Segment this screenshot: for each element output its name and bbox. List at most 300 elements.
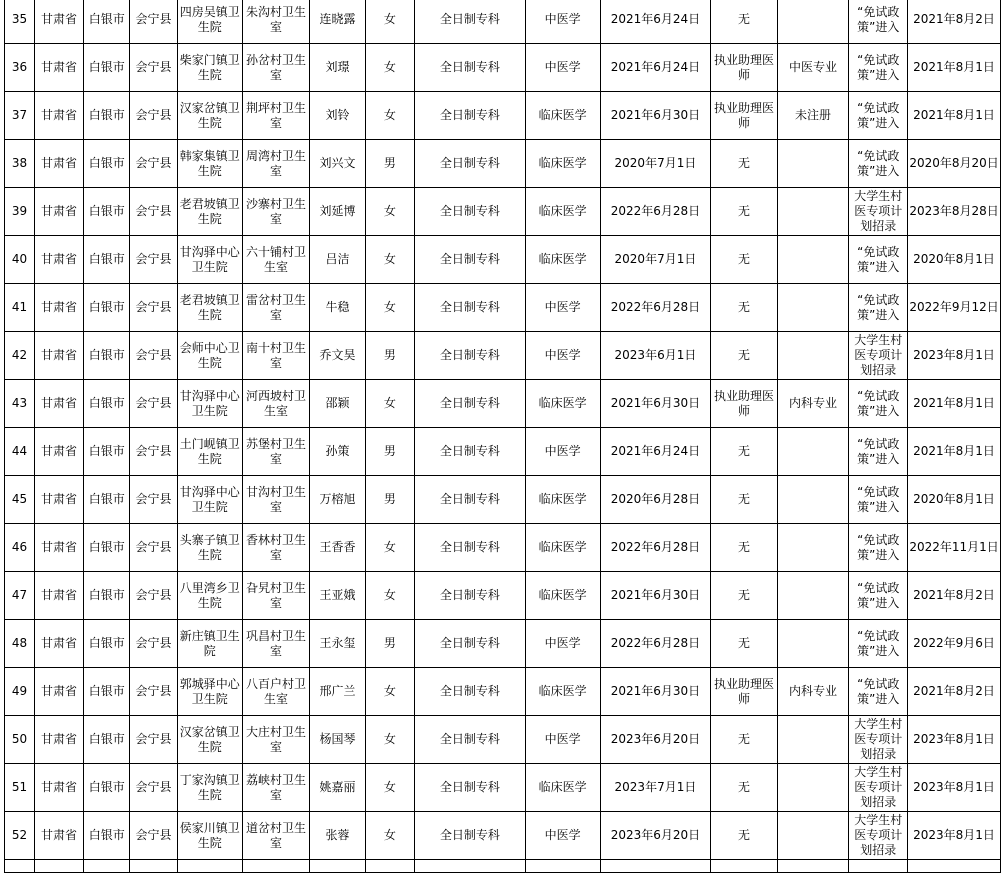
certificate-cell: 无	[711, 812, 777, 860]
registration-cell	[777, 812, 849, 860]
province-cell: 甘肃省	[34, 44, 83, 92]
entry-method-cell: “免试政策”进入	[849, 476, 908, 524]
education-cell: 全日制专科	[415, 716, 526, 764]
gender-cell: 女	[365, 0, 414, 44]
major-cell: 中医学	[525, 332, 600, 380]
table-row-partial	[5, 860, 1001, 873]
province-cell: 甘肃省	[34, 428, 83, 476]
entry-method-cell: “免试政策”进入	[849, 572, 908, 620]
name-cell: 刘璟	[310, 44, 366, 92]
name-cell: 王香香	[310, 524, 366, 572]
hospital-cell: 老君坡镇卫生院	[177, 188, 242, 236]
province-cell: 甘肃省	[34, 716, 83, 764]
certificate-cell: 执业助理医师	[711, 668, 777, 716]
entry-date-cell: 2021年8月1日	[908, 428, 1001, 476]
city-cell: 白银市	[84, 764, 130, 812]
registration-cell: 内科专业	[777, 668, 849, 716]
city-cell: 白银市	[84, 332, 130, 380]
name-cell: 邢广兰	[310, 668, 366, 716]
row-number-cell: 40	[5, 236, 35, 284]
certificate-cell: 执业助理医师	[711, 380, 777, 428]
name-cell: 孙策	[310, 428, 366, 476]
empty-cell	[525, 860, 600, 873]
entry-method-cell: “免试政策”进入	[849, 44, 908, 92]
graduation-date-cell: 2022年6月28日	[600, 188, 711, 236]
certificate-cell: 无	[711, 572, 777, 620]
hospital-cell: 土门岘镇卫生院	[177, 428, 242, 476]
county-cell: 会宁县	[130, 332, 177, 380]
table-row	[5, 92, 1001, 140]
clinic-cell: 香林村卫生室	[242, 524, 309, 572]
hospital-cell: 汉家岔镇卫生院	[177, 716, 242, 764]
row-number-cell: 43	[5, 380, 35, 428]
graduation-date-cell: 2022年6月28日	[600, 524, 711, 572]
major-cell: 临床医学	[525, 140, 600, 188]
county-cell: 会宁县	[130, 92, 177, 140]
certificate-cell: 无	[711, 428, 777, 476]
city-cell: 白银市	[84, 380, 130, 428]
name-cell: 万榕旭	[310, 476, 366, 524]
entry-method-cell: 大学生村医专项计划招录	[849, 764, 908, 812]
education-cell: 全日制专科	[415, 284, 526, 332]
hospital-cell: 会师中心卫生院	[177, 332, 242, 380]
row-number-cell: 44	[5, 428, 35, 476]
hospital-cell: 老君坡镇卫生院	[177, 284, 242, 332]
certificate-cell: 无	[711, 524, 777, 572]
empty-cell	[5, 860, 35, 873]
education-cell: 全日制专科	[415, 0, 526, 44]
education-cell: 全日制专科	[415, 620, 526, 668]
city-cell: 白银市	[84, 0, 130, 44]
entry-date-cell: 2023年8月1日	[908, 332, 1001, 380]
empty-cell	[365, 860, 414, 873]
hospital-cell: 甘沟驿中心卫生院	[177, 236, 242, 284]
province-cell: 甘肃省	[34, 476, 83, 524]
entry-date-cell: 2022年9月6日	[908, 620, 1001, 668]
graduation-date-cell: 2022年6月28日	[600, 284, 711, 332]
entry-method-cell: “免试政策”进入	[849, 0, 908, 44]
entry-method-cell: “免试政策”进入	[849, 620, 908, 668]
row-number-cell: 42	[5, 332, 35, 380]
table-row	[5, 428, 1001, 476]
gender-cell: 女	[365, 812, 414, 860]
province-cell: 甘肃省	[34, 812, 83, 860]
name-cell: 杨国琴	[310, 716, 366, 764]
table-row	[5, 620, 1001, 668]
registration-cell: 未注册	[777, 92, 849, 140]
county-cell: 会宁县	[130, 428, 177, 476]
major-cell: 中医学	[525, 812, 600, 860]
graduation-date-cell: 2023年6月20日	[600, 716, 711, 764]
graduation-date-cell: 2022年6月28日	[600, 620, 711, 668]
empty-cell	[908, 860, 1001, 873]
graduation-date-cell: 2020年7月1日	[600, 140, 711, 188]
registration-cell	[777, 476, 849, 524]
graduation-date-cell: 2023年6月20日	[600, 812, 711, 860]
education-cell: 全日制专科	[415, 380, 526, 428]
education-cell: 全日制专科	[415, 332, 526, 380]
clinic-cell: 荔峡村卫生室	[242, 764, 309, 812]
major-cell: 临床医学	[525, 764, 600, 812]
major-cell: 临床医学	[525, 92, 600, 140]
gender-cell: 男	[365, 620, 414, 668]
registration-cell	[777, 764, 849, 812]
registration-cell: 内科专业	[777, 380, 849, 428]
province-cell: 甘肃省	[34, 332, 83, 380]
education-cell: 全日制专科	[415, 92, 526, 140]
row-number-cell: 46	[5, 524, 35, 572]
gender-cell: 女	[365, 572, 414, 620]
graduation-date-cell: 2021年6月24日	[600, 44, 711, 92]
row-number-cell: 52	[5, 812, 35, 860]
province-cell: 甘肃省	[34, 0, 83, 44]
city-cell: 白银市	[84, 812, 130, 860]
empty-cell	[600, 860, 711, 873]
city-cell: 白银市	[84, 140, 130, 188]
education-cell: 全日制专科	[415, 572, 526, 620]
row-number-cell: 35	[5, 0, 35, 44]
province-cell: 甘肃省	[34, 284, 83, 332]
certificate-cell: 无	[711, 284, 777, 332]
name-cell: 吕洁	[310, 236, 366, 284]
certificate-cell: 执业助理医师	[711, 92, 777, 140]
county-cell: 会宁县	[130, 524, 177, 572]
clinic-cell: 大庄村卫生室	[242, 716, 309, 764]
table-row	[5, 716, 1001, 764]
entry-method-cell: “免试政策”进入	[849, 668, 908, 716]
entry-method-cell: 大学生村医专项计划招录	[849, 188, 908, 236]
table-row	[5, 44, 1001, 92]
gender-cell: 男	[365, 332, 414, 380]
gender-cell: 男	[365, 428, 414, 476]
name-cell: 刘兴文	[310, 140, 366, 188]
table-row	[5, 0, 1001, 44]
entry-date-cell: 2021年8月2日	[908, 668, 1001, 716]
graduation-date-cell: 2021年6月30日	[600, 668, 711, 716]
clinic-cell: 荆坪村卫生室	[242, 92, 309, 140]
registration-cell: 中医专业	[777, 44, 849, 92]
gender-cell: 女	[365, 92, 414, 140]
registration-cell	[777, 620, 849, 668]
certificate-cell: 无	[711, 620, 777, 668]
certificate-cell: 无	[711, 140, 777, 188]
county-cell: 会宁县	[130, 140, 177, 188]
certificate-cell: 无	[711, 0, 777, 44]
county-cell: 会宁县	[130, 236, 177, 284]
certificate-cell: 无	[711, 236, 777, 284]
hospital-cell: 头寨子镇卫生院	[177, 524, 242, 572]
gender-cell: 女	[365, 524, 414, 572]
registration-cell	[777, 572, 849, 620]
table-row	[5, 236, 1001, 284]
row-number-cell: 49	[5, 668, 35, 716]
entry-date-cell: 2023年8月28日	[908, 188, 1001, 236]
education-cell: 全日制专科	[415, 236, 526, 284]
gender-cell: 女	[365, 188, 414, 236]
education-cell: 全日制专科	[415, 476, 526, 524]
major-cell: 临床医学	[525, 476, 600, 524]
registration-cell	[777, 716, 849, 764]
gender-cell: 男	[365, 140, 414, 188]
entry-method-cell: “免试政策”进入	[849, 380, 908, 428]
education-cell: 全日制专科	[415, 44, 526, 92]
graduation-date-cell: 2021年6月30日	[600, 380, 711, 428]
entry-date-cell: 2021年8月1日	[908, 44, 1001, 92]
city-cell: 白银市	[84, 284, 130, 332]
gender-cell: 女	[365, 236, 414, 284]
entry-method-cell: “免试政策”进入	[849, 92, 908, 140]
city-cell: 白银市	[84, 428, 130, 476]
city-cell: 白银市	[84, 44, 130, 92]
city-cell: 白银市	[84, 716, 130, 764]
major-cell: 中医学	[525, 0, 600, 44]
table-body	[5, 0, 1001, 873]
major-cell: 中医学	[525, 620, 600, 668]
clinic-cell: 巩昌村卫生室	[242, 620, 309, 668]
entry-date-cell: 2023年8月1日	[908, 764, 1001, 812]
name-cell: 张蓉	[310, 812, 366, 860]
county-cell: 会宁县	[130, 716, 177, 764]
certificate-cell: 执业助理医师	[711, 44, 777, 92]
table-row	[5, 524, 1001, 572]
entry-method-cell: “免试政策”进入	[849, 524, 908, 572]
major-cell: 中医学	[525, 284, 600, 332]
hospital-cell: 甘沟驿中心卫生院	[177, 380, 242, 428]
county-cell: 会宁县	[130, 44, 177, 92]
row-number-cell: 39	[5, 188, 35, 236]
name-cell: 王永玺	[310, 620, 366, 668]
registration-cell	[777, 332, 849, 380]
name-cell: 乔文昊	[310, 332, 366, 380]
hospital-cell: 韩家集镇卫生院	[177, 140, 242, 188]
row-number-cell: 37	[5, 92, 35, 140]
education-cell: 全日制专科	[415, 668, 526, 716]
certificate-cell: 无	[711, 332, 777, 380]
entry-method-cell: “免试政策”进入	[849, 236, 908, 284]
entry-method-cell: “免试政策”进入	[849, 428, 908, 476]
major-cell: 临床医学	[525, 668, 600, 716]
clinic-cell: 南十村卫生室	[242, 332, 309, 380]
row-number-cell: 45	[5, 476, 35, 524]
entry-date-cell: 2020年8月1日	[908, 236, 1001, 284]
table-row	[5, 572, 1001, 620]
city-cell: 白银市	[84, 668, 130, 716]
entry-date-cell: 2020年8月1日	[908, 476, 1001, 524]
registration-cell	[777, 524, 849, 572]
empty-cell	[777, 860, 849, 873]
clinic-cell: 周湾村卫生室	[242, 140, 309, 188]
certificate-cell: 无	[711, 764, 777, 812]
graduation-date-cell: 2023年7月1日	[600, 764, 711, 812]
entry-method-cell: “免试政策”进入	[849, 284, 908, 332]
table-row	[5, 764, 1001, 812]
clinic-cell: 朱沟村卫生室	[242, 0, 309, 44]
empty-cell	[242, 860, 309, 873]
table-row	[5, 188, 1001, 236]
row-number-cell: 41	[5, 284, 35, 332]
name-cell: 刘铃	[310, 92, 366, 140]
clinic-cell: 八百户村卫生室	[242, 668, 309, 716]
city-cell: 白银市	[84, 572, 130, 620]
county-cell: 会宁县	[130, 572, 177, 620]
gender-cell: 女	[365, 380, 414, 428]
name-cell: 连晓露	[310, 0, 366, 44]
gender-cell: 女	[365, 764, 414, 812]
county-cell: 会宁县	[130, 284, 177, 332]
county-cell: 会宁县	[130, 812, 177, 860]
empty-cell	[310, 860, 366, 873]
empty-cell	[177, 860, 242, 873]
row-number-cell: 50	[5, 716, 35, 764]
clinic-cell: 道岔村卫生室	[242, 812, 309, 860]
city-cell: 白银市	[84, 236, 130, 284]
county-cell: 会宁县	[130, 188, 177, 236]
entry-date-cell: 2022年9月12日	[908, 284, 1001, 332]
city-cell: 白银市	[84, 92, 130, 140]
table-row	[5, 668, 1001, 716]
registration-cell	[777, 284, 849, 332]
major-cell: 中医学	[525, 44, 600, 92]
entry-method-cell: “免试政策”进入	[849, 140, 908, 188]
major-cell: 临床医学	[525, 236, 600, 284]
city-cell: 白银市	[84, 524, 130, 572]
province-cell: 甘肃省	[34, 764, 83, 812]
major-cell: 临床医学	[525, 380, 600, 428]
graduation-date-cell: 2021年6月24日	[600, 428, 711, 476]
clinic-cell: 旮旯村卫生室	[242, 572, 309, 620]
graduation-date-cell: 2020年7月1日	[600, 236, 711, 284]
hospital-cell: 八里湾乡卫生院	[177, 572, 242, 620]
clinic-cell: 河西坡村卫生室	[242, 380, 309, 428]
hospital-cell: 甘沟驿中心卫生院	[177, 476, 242, 524]
county-cell: 会宁县	[130, 380, 177, 428]
clinic-cell: 苏堡村卫生室	[242, 428, 309, 476]
row-number-cell: 48	[5, 620, 35, 668]
major-cell: 临床医学	[525, 524, 600, 572]
entry-method-cell: 大学生村医专项计划招录	[849, 332, 908, 380]
entry-date-cell: 2021年8月1日	[908, 380, 1001, 428]
registration-cell	[777, 236, 849, 284]
entry-date-cell: 2021年8月2日	[908, 0, 1001, 44]
gender-cell: 女	[365, 668, 414, 716]
entry-method-cell: 大学生村医专项计划招录	[849, 716, 908, 764]
graduation-date-cell: 2021年6月30日	[600, 572, 711, 620]
certificate-cell: 无	[711, 476, 777, 524]
clinic-cell: 孙岔村卫生室	[242, 44, 309, 92]
province-cell: 甘肃省	[34, 380, 83, 428]
name-cell: 牛稳	[310, 284, 366, 332]
graduation-date-cell: 2021年6月24日	[600, 0, 711, 44]
hospital-cell: 丁家沟镇卫生院	[177, 764, 242, 812]
education-cell: 全日制专科	[415, 188, 526, 236]
row-number-cell: 36	[5, 44, 35, 92]
city-cell: 白银市	[84, 620, 130, 668]
major-cell: 中医学	[525, 716, 600, 764]
city-cell: 白银市	[84, 188, 130, 236]
major-cell: 中医学	[525, 428, 600, 476]
empty-cell	[34, 860, 83, 873]
province-cell: 甘肃省	[34, 236, 83, 284]
education-cell: 全日制专科	[415, 812, 526, 860]
table-row	[5, 476, 1001, 524]
name-cell: 刘延博	[310, 188, 366, 236]
empty-cell	[711, 860, 777, 873]
registration-cell	[777, 0, 849, 44]
hospital-cell: 侯家川镇卫生院	[177, 812, 242, 860]
education-cell: 全日制专科	[415, 428, 526, 476]
entry-date-cell: 2021年8月2日	[908, 572, 1001, 620]
province-cell: 甘肃省	[34, 92, 83, 140]
hospital-cell: 郭城驿中心卫生院	[177, 668, 242, 716]
county-cell: 会宁县	[130, 0, 177, 44]
graduation-date-cell: 2020年6月28日	[600, 476, 711, 524]
entry-date-cell: 2021年8月1日	[908, 92, 1001, 140]
hospital-cell: 四房吴镇卫生院	[177, 0, 242, 44]
gender-cell: 女	[365, 716, 414, 764]
gender-cell: 男	[365, 476, 414, 524]
county-cell: 会宁县	[130, 620, 177, 668]
row-number-cell: 51	[5, 764, 35, 812]
entry-date-cell: 2023年8月1日	[908, 812, 1001, 860]
empty-cell	[415, 860, 526, 873]
county-cell: 会宁县	[130, 668, 177, 716]
entry-date-cell: 2022年11月1日	[908, 524, 1001, 572]
table-row	[5, 284, 1001, 332]
province-cell: 甘肃省	[34, 572, 83, 620]
education-cell: 全日制专科	[415, 140, 526, 188]
major-cell: 临床医学	[525, 188, 600, 236]
entry-method-cell: 大学生村医专项计划招录	[849, 812, 908, 860]
province-cell: 甘肃省	[34, 524, 83, 572]
clinic-cell: 雷岔村卫生室	[242, 284, 309, 332]
clinic-cell: 六十铺村卫生室	[242, 236, 309, 284]
province-cell: 甘肃省	[34, 188, 83, 236]
certificate-cell: 无	[711, 188, 777, 236]
hospital-cell: 汉家岔镇卫生院	[177, 92, 242, 140]
empty-cell	[84, 860, 130, 873]
major-cell: 临床医学	[525, 572, 600, 620]
registration-cell	[777, 140, 849, 188]
table-row	[5, 380, 1001, 428]
name-cell: 邵颖	[310, 380, 366, 428]
row-number-cell: 47	[5, 572, 35, 620]
clinic-cell: 沙寨村卫生室	[242, 188, 309, 236]
education-cell: 全日制专科	[415, 524, 526, 572]
registration-cell	[777, 188, 849, 236]
table-row	[5, 332, 1001, 380]
name-cell: 王亚娥	[310, 572, 366, 620]
certificate-cell: 无	[711, 716, 777, 764]
province-cell: 甘肃省	[34, 620, 83, 668]
hospital-cell: 柴家门镇卫生院	[177, 44, 242, 92]
county-cell: 会宁县	[130, 476, 177, 524]
province-cell: 甘肃省	[34, 140, 83, 188]
county-cell: 会宁县	[130, 764, 177, 812]
empty-cell	[130, 860, 177, 873]
entry-date-cell: 2023年8月1日	[908, 716, 1001, 764]
hospital-cell: 新庄镇卫生院	[177, 620, 242, 668]
gender-cell: 女	[365, 284, 414, 332]
personnel-table	[4, 0, 1001, 873]
province-cell: 甘肃省	[34, 668, 83, 716]
graduation-date-cell: 2023年6月1日	[600, 332, 711, 380]
entry-date-cell: 2020年8月20日	[908, 140, 1001, 188]
table-row	[5, 812, 1001, 860]
city-cell: 白银市	[84, 476, 130, 524]
row-number-cell: 38	[5, 140, 35, 188]
graduation-date-cell: 2021年6月30日	[600, 92, 711, 140]
gender-cell: 女	[365, 44, 414, 92]
